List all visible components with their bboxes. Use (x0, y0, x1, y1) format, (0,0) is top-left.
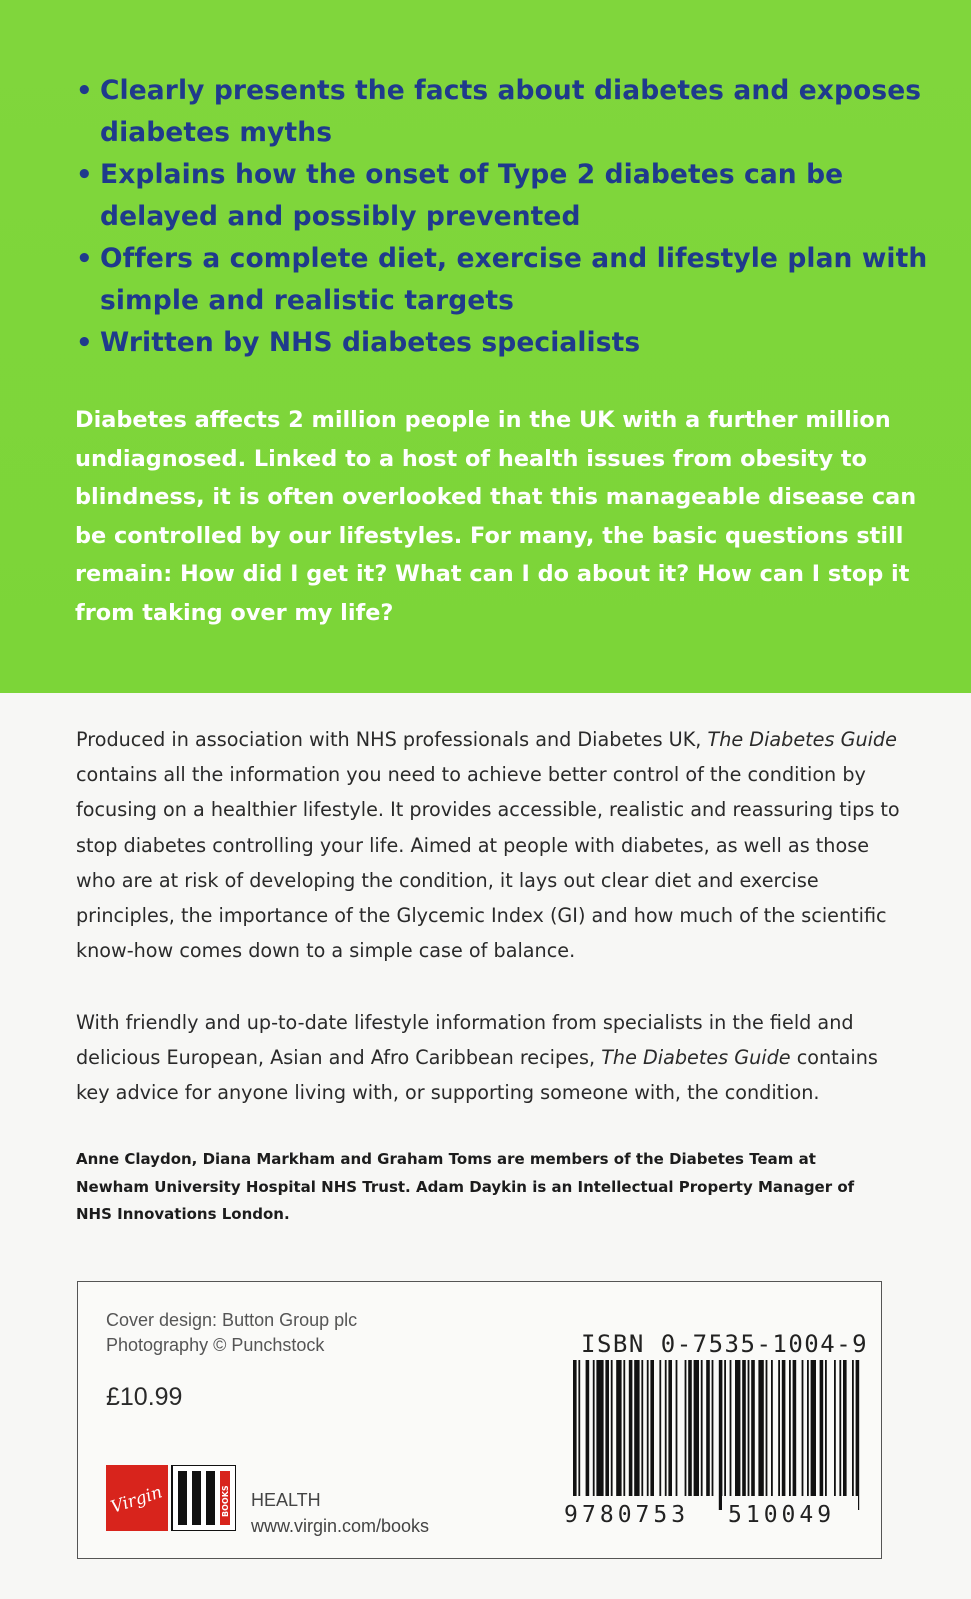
feature-bullet (76, 70, 956, 154)
feature-bullet-text: Clearly presents the facts about diabetes and exposes diabetes myths (100, 75, 922, 148)
barcode-bar (839, 1360, 841, 1510)
barcode-bar (724, 1360, 726, 1510)
publishing-info-box (77, 1281, 882, 1559)
isbn-number: ISBN 0-7535-1004-9 (581, 1330, 869, 1358)
feature-bullet (76, 238, 956, 322)
barcode-bar (856, 1360, 860, 1510)
feature-bullet-text: Explains how the onset of Type 2 diabetes can be delayed and possibly prevented (100, 159, 844, 232)
barcode-bar (573, 1360, 577, 1510)
barcode-bar (701, 1360, 703, 1510)
green-panel (0, 0, 971, 693)
books-logo-text: BOOKS (221, 1485, 230, 1517)
barcode-bar (820, 1360, 824, 1510)
barcode-bar (668, 1360, 672, 1510)
barcode-bar (578, 1360, 580, 1510)
book-spine-2 (192, 1471, 201, 1525)
barcode-bar (811, 1360, 816, 1510)
barcode-bar (694, 1360, 699, 1510)
barcode-bar (730, 1360, 732, 1510)
barcode-bar (751, 1360, 755, 1510)
description-paragraph (76, 722, 906, 968)
website-link: www.virgin.com/books (251, 1516, 430, 1536)
virgin-books-logo (106, 1465, 236, 1531)
barcode-bar (748, 1360, 750, 1510)
barcode-bar (782, 1360, 786, 1510)
isbn-barcode (564, 1360, 864, 1530)
recipes-paragraph (76, 1005, 906, 1111)
intro-paragraph: Diabetes affects 2 million people in the UK with a further million undiagnosed. Linked to a host of health issues from obesity to blindness, it is often overlooked that this manageable disease can be controlled by our lifestyles. For many, the basic questions still remain: How did I get it? What can I do about it? How can I stop it from taking over my life? (75, 407, 917, 626)
virgin-logo-text: Virgin (108, 1482, 165, 1518)
feature-bullet (76, 154, 956, 238)
barcode-bar (712, 1360, 714, 1510)
barcode-right-digits: 510049 (728, 1502, 836, 1528)
category-info (251, 1487, 429, 1539)
book-spine-1 (178, 1471, 187, 1525)
price: £10.99 (106, 1383, 183, 1411)
photography-credit: Photography © Punchstock (106, 1335, 325, 1355)
barcode-bar (852, 1360, 854, 1510)
barcode-bar (586, 1360, 590, 1510)
barcode-bar (789, 1360, 791, 1510)
credits (106, 1308, 357, 1358)
feature-bullet-list (76, 70, 956, 364)
barcode-bar (807, 1360, 809, 1510)
barcode-bar (825, 1360, 827, 1510)
bullet-icon: • (76, 244, 93, 274)
barcode-bar (742, 1360, 746, 1510)
bullet-icon: • (76, 76, 93, 106)
barcode-bar (766, 1360, 768, 1510)
barcode-bar (735, 1360, 740, 1510)
barcode-bar (616, 1360, 621, 1510)
barcode-first-digit: 9 (564, 1502, 578, 1528)
barcode-bar (793, 1360, 797, 1510)
barcode-bar (611, 1360, 613, 1510)
barcode-bar (641, 1360, 643, 1510)
barcode-bar (778, 1360, 780, 1510)
barcode-bar (706, 1360, 710, 1510)
barcode-bar (843, 1360, 847, 1510)
category-label: HEALTH (251, 1490, 321, 1510)
description-text: contains all the information you need to achieve better control of the condition by focusing on a healthier lifestyle. It provides accessible, realistic and reassuring tips to stop diabetes controlling your life. Aimed at people with diabetes, as well as those who are at risk of developing the condition, it lays out clear diet and exercise principles, the importance of the Glycemic Index (GI) and how much of the scientific know-how comes down to a simple case of balance. (76, 763, 900, 963)
author-bio: Anne Claydon, Diana Markham and Graham Toms are members of the Diabetes Team at Newham University Hospital NHS Trust. Adam Daykin is an Intellectual Property Manager of NHS Innovations London. (76, 1150, 855, 1223)
barcode-bar (605, 1360, 609, 1510)
barcode-bar (834, 1360, 836, 1510)
barcode-bar (758, 1360, 763, 1510)
recipes-text: With friendly and up-to-date lifestyle information from specialists in the field and delicious European, Asian and Afro Caribbean recipes, (76, 1011, 854, 1070)
barcode-bar (623, 1360, 625, 1510)
barcode-bar (596, 1360, 603, 1510)
recipes-text: contains key advice for anyone living with, or supporting someone with, the condition. (76, 1046, 878, 1105)
book-title: The Diabetes Guide (707, 728, 897, 751)
barcode-bar (665, 1360, 667, 1510)
barcode-bar (688, 1360, 692, 1510)
barcode-bar (771, 1360, 773, 1510)
barcode-bar (802, 1360, 804, 1510)
barcode-bar (634, 1360, 639, 1510)
barcode-bars (573, 1360, 859, 1510)
barcode-bar (719, 1360, 723, 1510)
feature-bullet-text: Offers a complete diet, exercise and lifestyle plan with simple and realistic targets (100, 243, 928, 316)
barcode-left-digits: 780753 (582, 1502, 690, 1528)
barcode-bar (676, 1360, 678, 1510)
barcode-bar (650, 1360, 654, 1510)
barcode-bar (593, 1360, 595, 1510)
bullet-icon: • (76, 328, 93, 358)
barcode-bar (685, 1360, 687, 1510)
book-title: The Diabetes Guide (601, 1046, 791, 1070)
description-text: Produced in association with NHS professionals and Diabetes UK, (76, 728, 708, 751)
bullet-icon: • (76, 160, 93, 190)
book-spine-3 (206, 1471, 215, 1525)
barcode-bar (647, 1360, 649, 1510)
cover-design-credit: Cover design: Button Group plc (106, 1310, 358, 1330)
barcode-bar (659, 1360, 661, 1510)
feature-bullet-text: Written by NHS diabetes specialists (100, 327, 641, 358)
barcode-bar (629, 1360, 633, 1510)
feature-bullet (76, 322, 956, 364)
